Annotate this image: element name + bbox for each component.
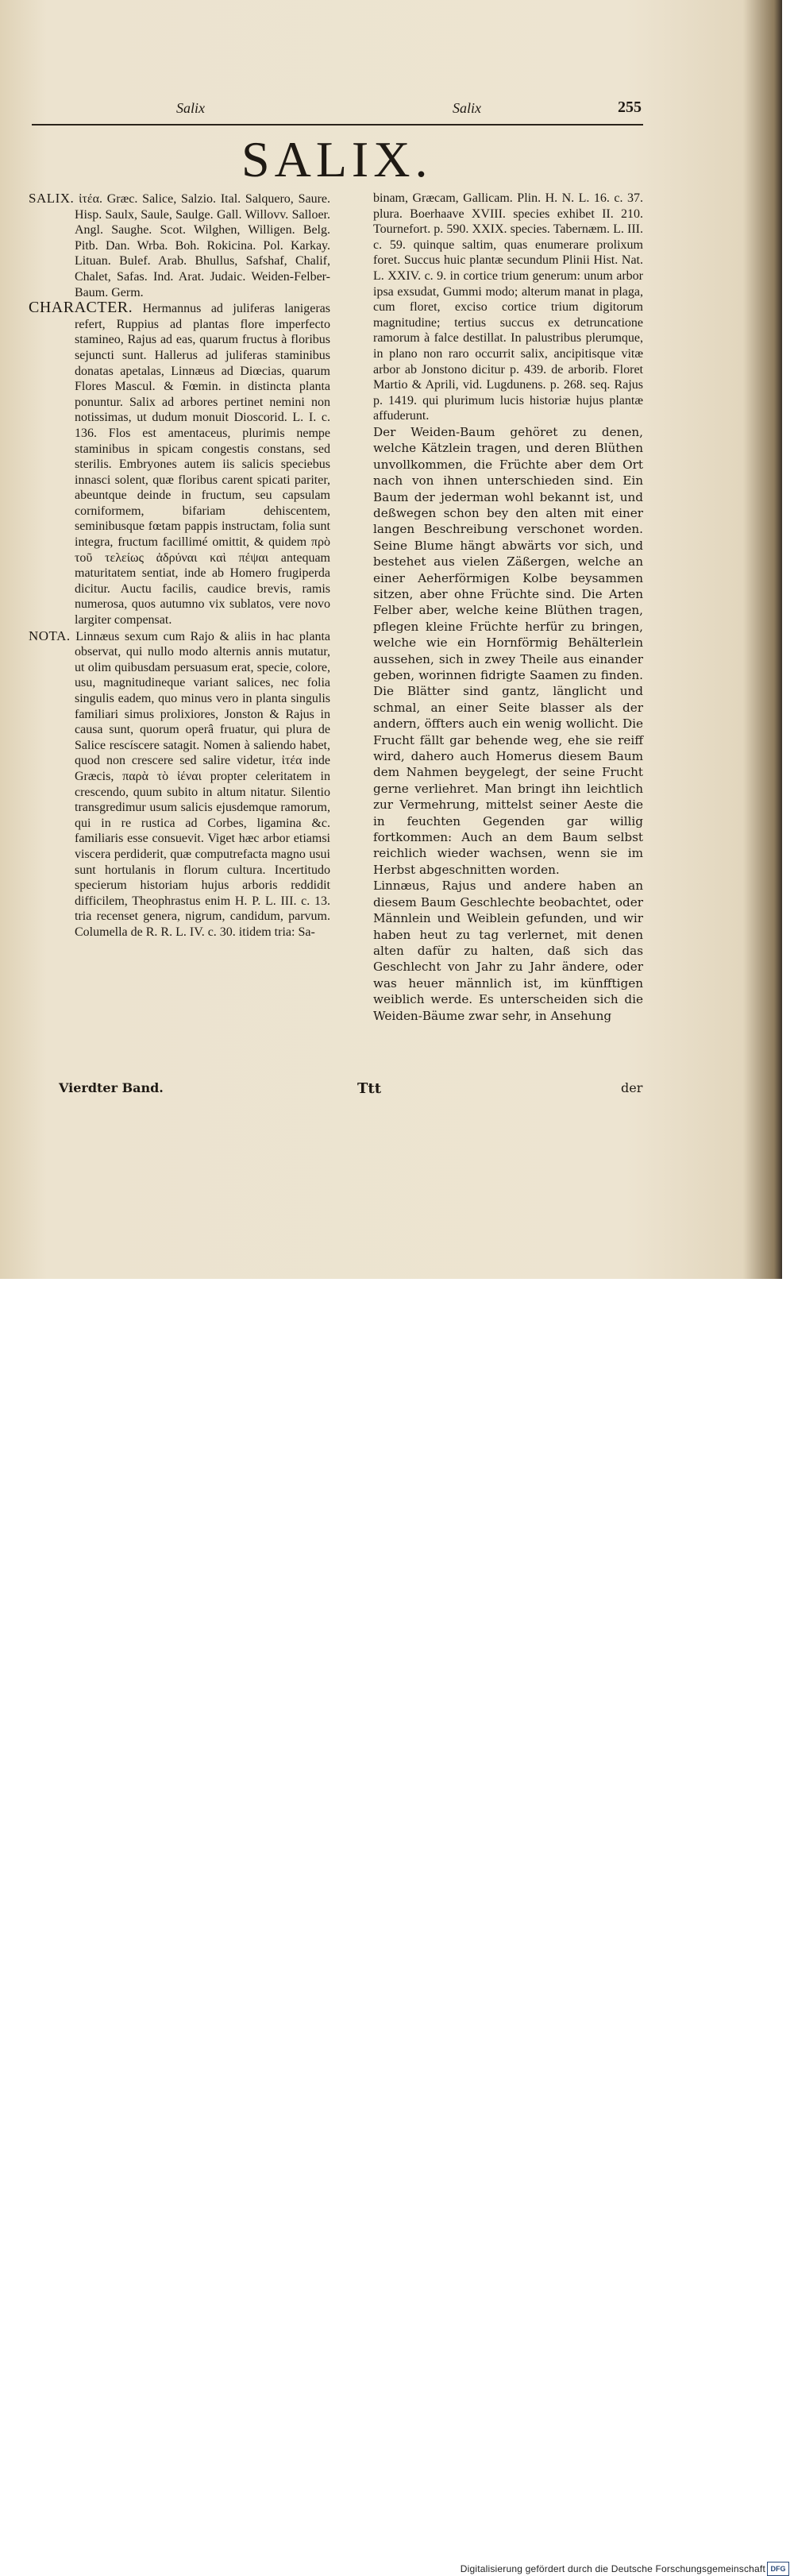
entry-label: SALIX. bbox=[29, 191, 75, 206]
right-column bbox=[373, 191, 643, 1024]
entry-label: CHARACTER. bbox=[29, 299, 133, 317]
entry-salix bbox=[29, 191, 330, 300]
entry-label: NOTA. bbox=[29, 628, 71, 643]
entry-text: Linnæus, Rajus und andere haben an diesem Baum Geschlechte beobachtet, oder Männlein und Weiblein gefunden, und wir haben heut zu tag verlernet, mit denen alten dafür zu halten, daß sich das Geschlecht von Jahr zu Jahr ändere, oder was heuer männlich ist, im künfftigen weiblich werde. Es unterscheiden sich die Weiden-Bäume zwar sehr, in Ansehung bbox=[373, 879, 643, 1023]
german-paragraph-1 bbox=[373, 424, 643, 878]
dfg-logo: DFG bbox=[767, 2562, 789, 2576]
latin-continuation bbox=[373, 191, 643, 424]
entry-text: Der Weiden-Baum gehöret zu denen, welche Kätzlein tragen, und deren Blüthen unvollkommen, die Früchte aber dem Ort nach von ihnen unterschieden sind. Ein Baum der jederman wohl bekannt ist, und deßwegen schon bey den alten mit einer langen Beschreibung verschonet worden. Seine Blume hängt abwärts vor sich, und bestehet aus vielen Zäßergen, welche an einer Aeherförmigen Kolbe beysammen sitzen, aber ohne Früchte sind. Die Arten Felber aber, welche keine Blüthen tragen, pflegen kleine Früchte herfür zu bringen, welche wie ein Hornförmig Behälterlein aussehen, sich in zwey Theile aus einander geben, worinnen fidrigte Saamen zu finden. Die Blätter sind gantz, länglicht und schmal, an einer Seite blasser als der andern, öffters auch ein wenig wollicht. Die Frucht fällt gar behende weg, ehe sie reiff wird, dahero auch Homerus diesem Baum dem Nahmen beygelegt, der seine Frucht gerne verliehret. Man bringt ihn leichtlich zur Vermehrung, mittelst seiner Aeste die in feuchten Gegenden gar willig fortkommen: Auch an dem Baum selbst reichlich wieder wachsen, wenn sie im Herbst abgeschnitten worden. bbox=[373, 424, 643, 877]
catchword: der bbox=[621, 1080, 643, 1095]
page-number: 255 bbox=[618, 98, 642, 116]
running-head-left: Salix bbox=[176, 100, 205, 116]
entry-text: Linnæus sexum cum Rajo & aliis in hac planta observat, qui nullo modo alternis annis mutatur, ut olim quibusdam persuasum erat, specie, colore, usu, magnitudineque variant salices, nec folia singulis eadem, quo minus vero in planta singulis familiari simus prolixiores, Jonston & Rajus in causa sunt, quorum operâ fruatur, qui plura de Salice rescíscere satagit. Nomen à saliendo habet, quod non crescere sed salire videtur, ἰτέα inde Græcis, παρὰ τὸ ἰέναι propter celeritatem in crescendo, quum subito in altum nitatur. Silentio transgredimur usum salicis ejusdemque ramorum, qui in re rustica ad Corbes, ligamina &c. familiaris esse consuevit. Viget hæc arbor etiamsi viscera perdiderit, quæ computrefacta magno usui sunt hortulanis in florum cultura. Incertitudo specierum historiam hujus arboris reddidit difficilem, Theophrastus enim H. P. L. III. c. 13. tria recenset genera, nigrum, candidum, parvum. Columella de R. R. L. IV. c. 30. itidem tria: Sa- bbox=[75, 629, 330, 939]
book-page bbox=[0, 0, 782, 1279]
viewer-footer bbox=[0, 1279, 794, 2574]
page-title: SALIX. bbox=[241, 131, 433, 187]
entry-text: Hermannus ad juliferas lanigeras refert, Ruppius ad plantas flore imperfecto stamineo, Rajus ad eas, quarum fructus à floribus sejuncti sunt. Hallerus ad juliferas staminibus donatas apetalas, Linnæus ad Diœcias, quarum Flores Mascul. & Fœmin. in distincta planta ponuntur. Salix ad arbores pertinet nemini non notissimas, ut dudum monuit Dioscorid. L. I. c. 136. Flos est amentaceus, plurimis nempe staminibus in spicam congestis constans, sed sterilis. Embryones autem iis salicis speciebus innasci solent, quæ floribus carent spicati pariter, abeuntque deinde in fructum, seu capsulam corniformem, bifariam dehiscentem, seminibusque fœtam pappis instructam, folia sunt integra, fructum facillimé omittit, & quidem πρὸ τοῦ τελείως ἀδρύναι καὶ πέψαι antequam maturitatem sentiat, inde ab Homero frugiperda dicitur. Auctu facilis, caudice brevis, ramis numerosa, quos autumno vix sublatos, vere novo largiter compensat. bbox=[75, 302, 331, 628]
entry-nota bbox=[29, 628, 330, 940]
entry-text: ἰτέα. Græc. Salice, Salzio. Ital. Salquero, Saure. Hisp. Saulx, Saule, Saulge. Gall. Willovv. Salloer. Angl. Saughe. Scot. Wilghen, Willigen. Belg. Pitb. Dan. Wrba. Boh. Rokicina. Pol. Karkay. Lituan. Bulef. Arab. Bhullus, Safshaf, Chalif, Chalet, Safas. Ind. Arat. Judaic. Weiden-Felber-Baum. Germ. bbox=[75, 192, 331, 299]
volume-signature: Vierdter Band. bbox=[59, 1080, 164, 1095]
german-paragraph-2 bbox=[373, 878, 643, 1024]
entry-character bbox=[29, 300, 330, 628]
header-rule bbox=[32, 124, 643, 126]
entry-text: binam, Græcam, Gallicam. Plin. H. N. L. 16. c. 37. plura. Boerhaave XVIII. species exhibet II. 210. Tournefort. p. 590. XXIX. species. Tabernæm. L. III. c. 59. quinque saltim, quas enumerare prolixum foret. Succus huic plantæ secundum Plinii Hist. Nat. L. XXIV. c. 9. in cortice trium generum: unum arbor ipsa exsudat, Gummi modo; alterum manat in plaga, cum floret, exciso cortice trium digitorum magnitudine; tertius succus ex detruncatione ramorum à falce destillat. In palustribus plerumque, in plano non raro occurrit salix, ancipitisque vitæ arbor ab Jonstono dicitur p. 439. de arborib. Floret Martio & Aprili, vid. Lugdunens. p. 268. seq. Rajus p. 1419. qui plurimum lucis historiæ hujus plantæ affuderunt. bbox=[373, 191, 643, 423]
sheet-signature: Ttt bbox=[357, 1080, 382, 1097]
digitization-credit: Digitalisierung gefördert durch die Deutsche Forschungsgemeinschaft bbox=[460, 2563, 765, 2574]
running-head-center: Salix bbox=[453, 100, 481, 116]
left-column bbox=[29, 191, 330, 940]
